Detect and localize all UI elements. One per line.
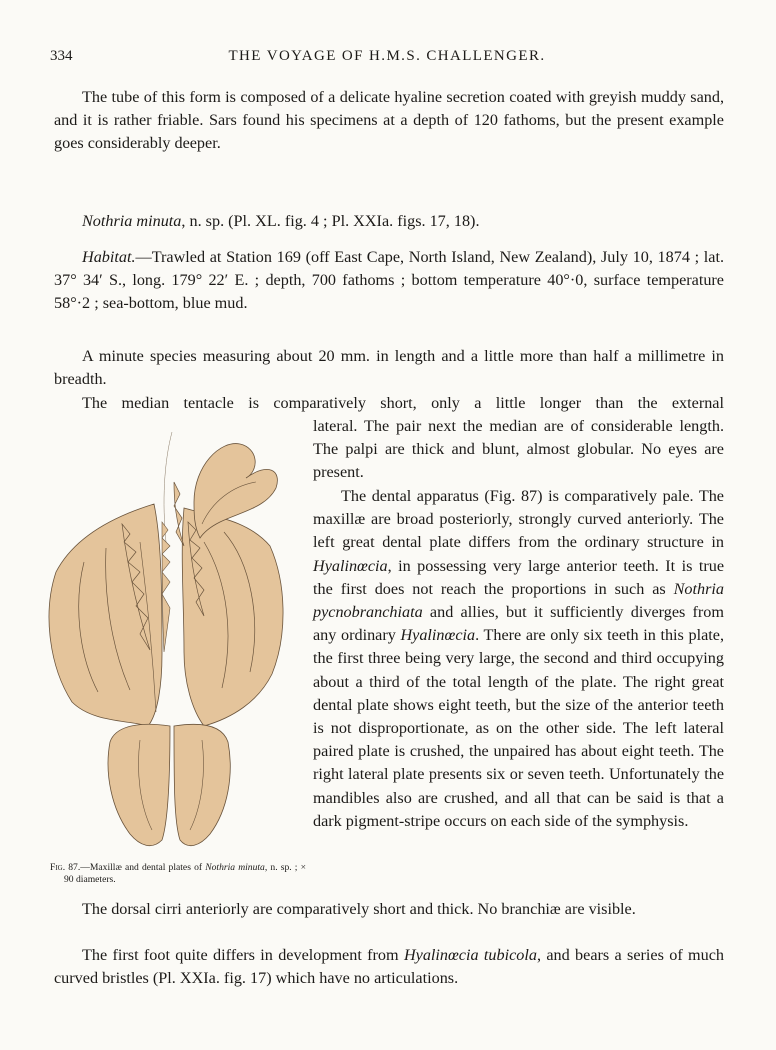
mandibles [108, 724, 230, 845]
species-hyalinoecia-tubicola: Hyalinœcia tubicola [403, 946, 537, 964]
paragraph-tentacle-rest: lateral. The pair next the median are of considerable length. The palpi are thick and blunt, almost globular. No eyes are present. [313, 417, 724, 482]
dental-text-3: and allies, but it sufficiently diverges from any ordinary [313, 603, 724, 645]
paragraph-tube: The tube of this form is composed of a delicate hyaline secretion coated with greyish muddy sand, and it is rather friable. Sars found his specimens at a depth of 120 fathoms, but the present example goes considerably deeper. [54, 88, 724, 153]
dental-text-4: . There are only six teeth in this plate, the first three being very large, the second and third occupying about a third of the total length of the plate. The right great dental plate shows eight teeth, but the size of the anterior teeth is not disproportionate, as on the other side. The left lateral paired plate is crushed, the unpaired has about eight teeth. The right lateral plate presents six or seven teeth. Unfortunately the mandibles also are crushed, and all that can be said is that a dark pigment-stripe occurs on each side of the symphysis. [313, 626, 724, 830]
caption-figure-label: Fig. 87. [50, 861, 81, 873]
left-maxilla-plate [49, 504, 162, 726]
genus-hyalinoecia-2: Hyalinœcia [400, 626, 476, 645]
species-heading [54, 210, 724, 233]
species-pycnobranchiata: Nothria pycnobranchiata [313, 579, 724, 622]
foot-text-1: The first foot quite differs in development from [82, 946, 404, 964]
paragraph-size: A minute species measuring about 20 mm. in length and a little more than half a millimetre in breadth. [54, 347, 724, 389]
caption-magnification: , n. sp. ; × 90 diameters. [64, 861, 307, 885]
dental-text-1: The dental apparatus (Fig. 87) is comparatively pale. The maxillæ are broad posteriorly, strongly curved anteriorly. The left great dental plate differs from the ordinary structure in [313, 487, 724, 552]
running-title: THE VOYAGE OF H.M.S. CHALLENGER. [228, 48, 546, 64]
genus-hyalinoecia-1: Hyalinœcia [313, 556, 388, 575]
paragraph-dental [313, 485, 724, 833]
running-header [50, 48, 724, 68]
figure-87-maxillae-illustration [44, 422, 300, 850]
page-number: 334 [50, 48, 73, 64]
foot-text-2: , and bears a series of much curved bristles (Pl. XXIa. fig. 17) which have no articulations. [54, 946, 725, 988]
caption-text: —Maxillæ and dental plates of [80, 861, 206, 873]
dental-text-2: , in possessing very large anterior teeth. It is true the first does not reach the proportions in such as [313, 556, 724, 598]
paragraph-dorsal-cirri: The dorsal cirri anteriorly are comparatively short and thick. No branchiæ are visible. [82, 900, 636, 918]
paragraph-first-foot [54, 944, 724, 990]
habitat-text: —Trawled at Station 169 (off East Cape, North Island, New Zealand), July 10, 1874 ; lat. 37° 34′ S., long. 179° 22′ E. ; depth, 700 fathoms ; bottom temperature 40°·0, surface temperature 58°·2 ; sea-bottom, blue mud. [54, 248, 724, 313]
right-maxilla-plate [182, 508, 283, 726]
paragraph-tentacle-line1: The median tentacle is comparatively short, only a little longer than the external [82, 394, 724, 412]
caption-species: Nothria minuta [205, 861, 265, 873]
species-name: Nothria minuta [82, 212, 182, 230]
habitat-label: Habitat. [82, 248, 136, 266]
figure-caption [50, 862, 306, 886]
paragraph-habitat [54, 246, 724, 316]
species-reference: , n. sp. (Pl. XL. fig. 4 ; Pl. XXIa. figs. 17, 18). [181, 212, 480, 230]
